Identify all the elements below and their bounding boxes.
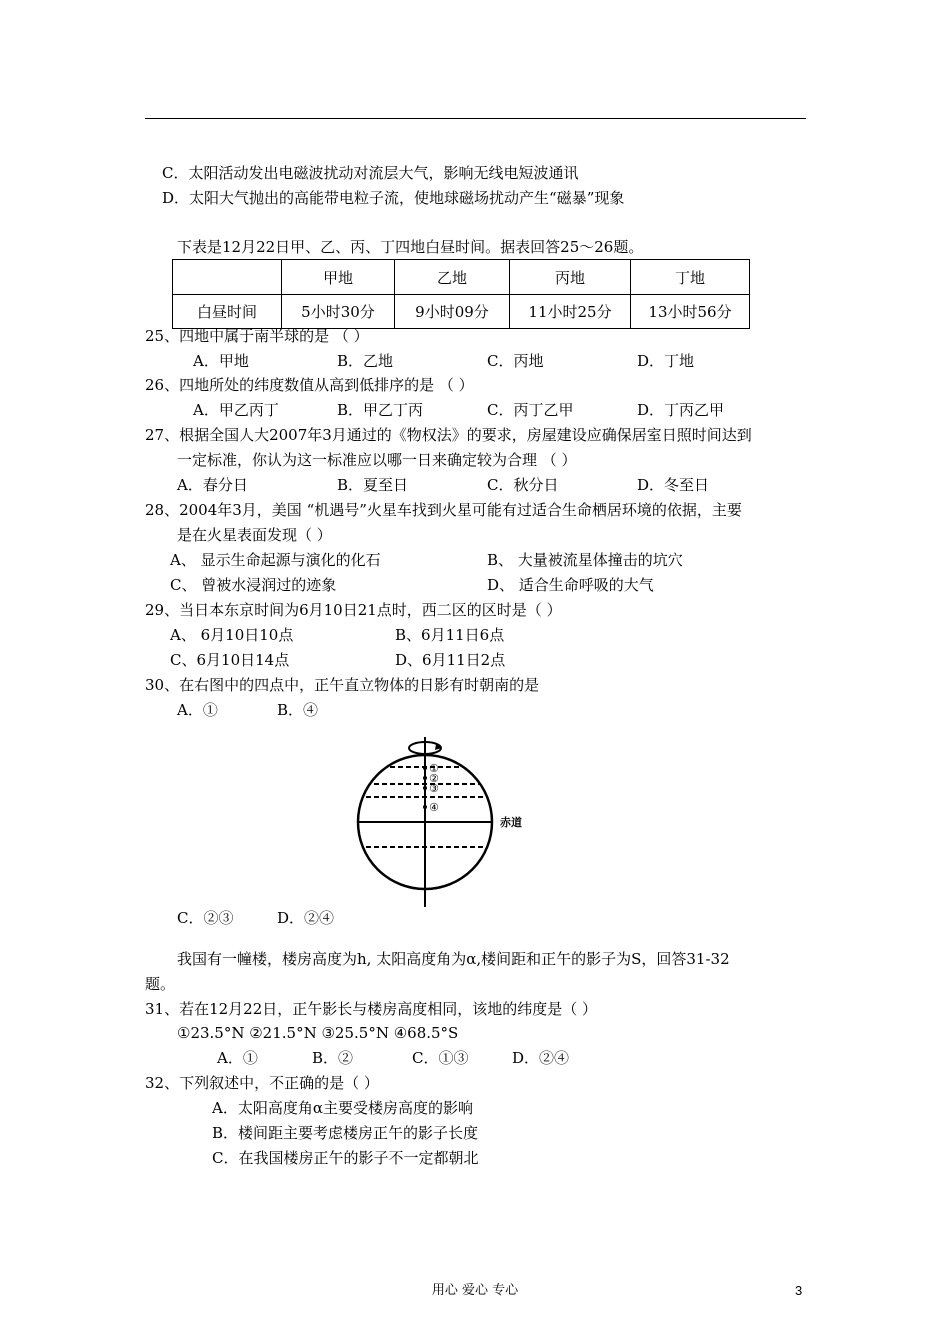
q25-option-c: C．丙地 <box>487 352 544 370</box>
footer-slogan: 用心 爱心 专心 <box>431 1283 519 1298</box>
q32-stem: 32、下列叙述中，不正确的是（ ） <box>145 1074 379 1092</box>
q25-option-b: B．乙地 <box>337 352 394 370</box>
q27-stem-line2: 一定标准，你认为这一标准应以哪一日来确定较为合理 （ ） <box>177 451 577 469</box>
q27-option-c: C．秋分日 <box>487 476 559 494</box>
table-intro: 下表是12月22日甲、乙、丙、丁四地白昼时间。据表回答25～26题。 <box>177 238 644 256</box>
q29-option-a: A、 6月10日10点 <box>170 626 294 644</box>
table-header-empty <box>173 260 282 295</box>
table-header-yi: 乙地 <box>395 260 510 295</box>
table-row <box>173 295 750 329</box>
q31-32-intro-line2: 题。 <box>145 975 176 993</box>
table-cell-bing: 11小时25分 <box>510 295 631 329</box>
q27-option-b: B．夏至日 <box>337 476 409 494</box>
q27-stem-line1: 27、根据全国人大2007年3月通过的《物权法》的要求，房屋建设应确保居室日照时间达到 <box>145 426 752 444</box>
q30-option-d: D．②④ <box>277 909 335 927</box>
point-label-4: ④ <box>429 801 439 814</box>
q32-option-a: A．太阳高度角α主要受楼房高度的影响 <box>212 1099 473 1117</box>
q26-option-d: D．丁丙乙甲 <box>637 401 725 419</box>
q30-option-c: C．②③ <box>177 909 234 927</box>
q29-option-b: B、6月11日6点 <box>395 626 505 644</box>
q26-option-c: C．丙丁乙甲 <box>487 401 574 419</box>
q27-option-a: A．春分日 <box>177 476 248 494</box>
q30-option-b: B．④ <box>277 701 319 719</box>
table-cell-jia: 5小时30分 <box>282 295 395 329</box>
page-number: 3 <box>795 1283 803 1298</box>
q31-option-b: B．② <box>312 1049 354 1067</box>
daylight-table <box>172 259 750 329</box>
q28-stem-line2: 是在火星表面发现（ ） <box>177 526 332 544</box>
table-header-row <box>173 260 750 295</box>
table-header-ding: 丁地 <box>631 260 750 295</box>
q28-option-d: D、 适合生命呼吸的大气 <box>487 576 654 594</box>
q32-option-c: C．在我国楼房正午的影子不一定都朝北 <box>212 1149 479 1167</box>
q26-option-a: A．甲乙丙丁 <box>193 401 279 419</box>
q28-option-a: A、 显示生命起源与演化的化石 <box>170 551 381 569</box>
q31-stem: 31、若在12月22日，正午影长与楼房高度相同，该地的纬度是（ ） <box>145 1000 598 1018</box>
q31-choices: ①23.5°N ②21.5°N ③25.5°N ④68.5°S <box>177 1024 459 1042</box>
globe-figure <box>350 735 540 910</box>
point-label-1: ① <box>429 762 439 775</box>
q30-option-a: A．① <box>177 701 218 719</box>
q25-option-d: D．丁地 <box>637 352 695 370</box>
q29-option-c: C、6月10日14点 <box>170 651 290 669</box>
q32-option-b: B．楼间距主要考虑楼房正午的影子长度 <box>212 1124 479 1142</box>
q28-option-b: B、 大量被流星体撞击的坑穴 <box>487 551 683 569</box>
header-rule <box>145 118 806 119</box>
prev-option-c: C．太阳活动发出电磁波扰动对流层大气，影响无线电短波通讯 <box>162 164 579 182</box>
q31-option-d: D．②④ <box>512 1049 570 1067</box>
q26-option-b: B．甲乙丁丙 <box>337 401 424 419</box>
q27-option-d: D．冬至日 <box>637 476 710 494</box>
table-cell-ding: 13小时56分 <box>631 295 750 329</box>
point-label-2: ② <box>429 772 439 785</box>
q25-stem: 25、四地中属于南半球的是 （ ） <box>145 327 369 345</box>
table-header-jia: 甲地 <box>282 260 395 295</box>
q30-stem: 30、在右图中的四点中，正午直立物体的日影有时朝南的是 <box>145 676 540 694</box>
point-label-3: ③ <box>429 782 439 795</box>
table-header-bing: 丙地 <box>510 260 631 295</box>
q29-option-d: D、6月11日2点 <box>395 651 506 669</box>
prev-option-d: D．太阳大气抛出的高能带电粒子流，使地球磁场扰动产生“磁暴”现象 <box>162 189 625 207</box>
q29-stem: 29、当日本东京时间为6月10日21点时，西二区的区时是（ ） <box>145 601 562 619</box>
q28-option-c: C、 曾被水浸润过的迹象 <box>170 576 337 594</box>
q31-option-a: A．① <box>217 1049 258 1067</box>
q26-stem: 26、四地所处的纬度数值从高到低排序的是 （ ） <box>145 376 474 394</box>
table-cell-yi: 9小时09分 <box>395 295 510 329</box>
q25-option-a: A．甲地 <box>193 352 249 370</box>
q31-32-intro-line1: 我国有一幢楼，楼房高度为h, 太阳高度角为α,楼间距和正午的影子为S，回答31-32 <box>177 950 730 968</box>
q28-stem-line1: 28、2004年3月，美国 “机遇号”火星车找到火星可能有过适合生命栖居环境的依据，主要 <box>145 501 742 519</box>
equator-label: 赤道 <box>500 816 522 829</box>
q31-option-c: C．①③ <box>412 1049 469 1067</box>
table-row-label: 白昼时间 <box>173 295 282 329</box>
